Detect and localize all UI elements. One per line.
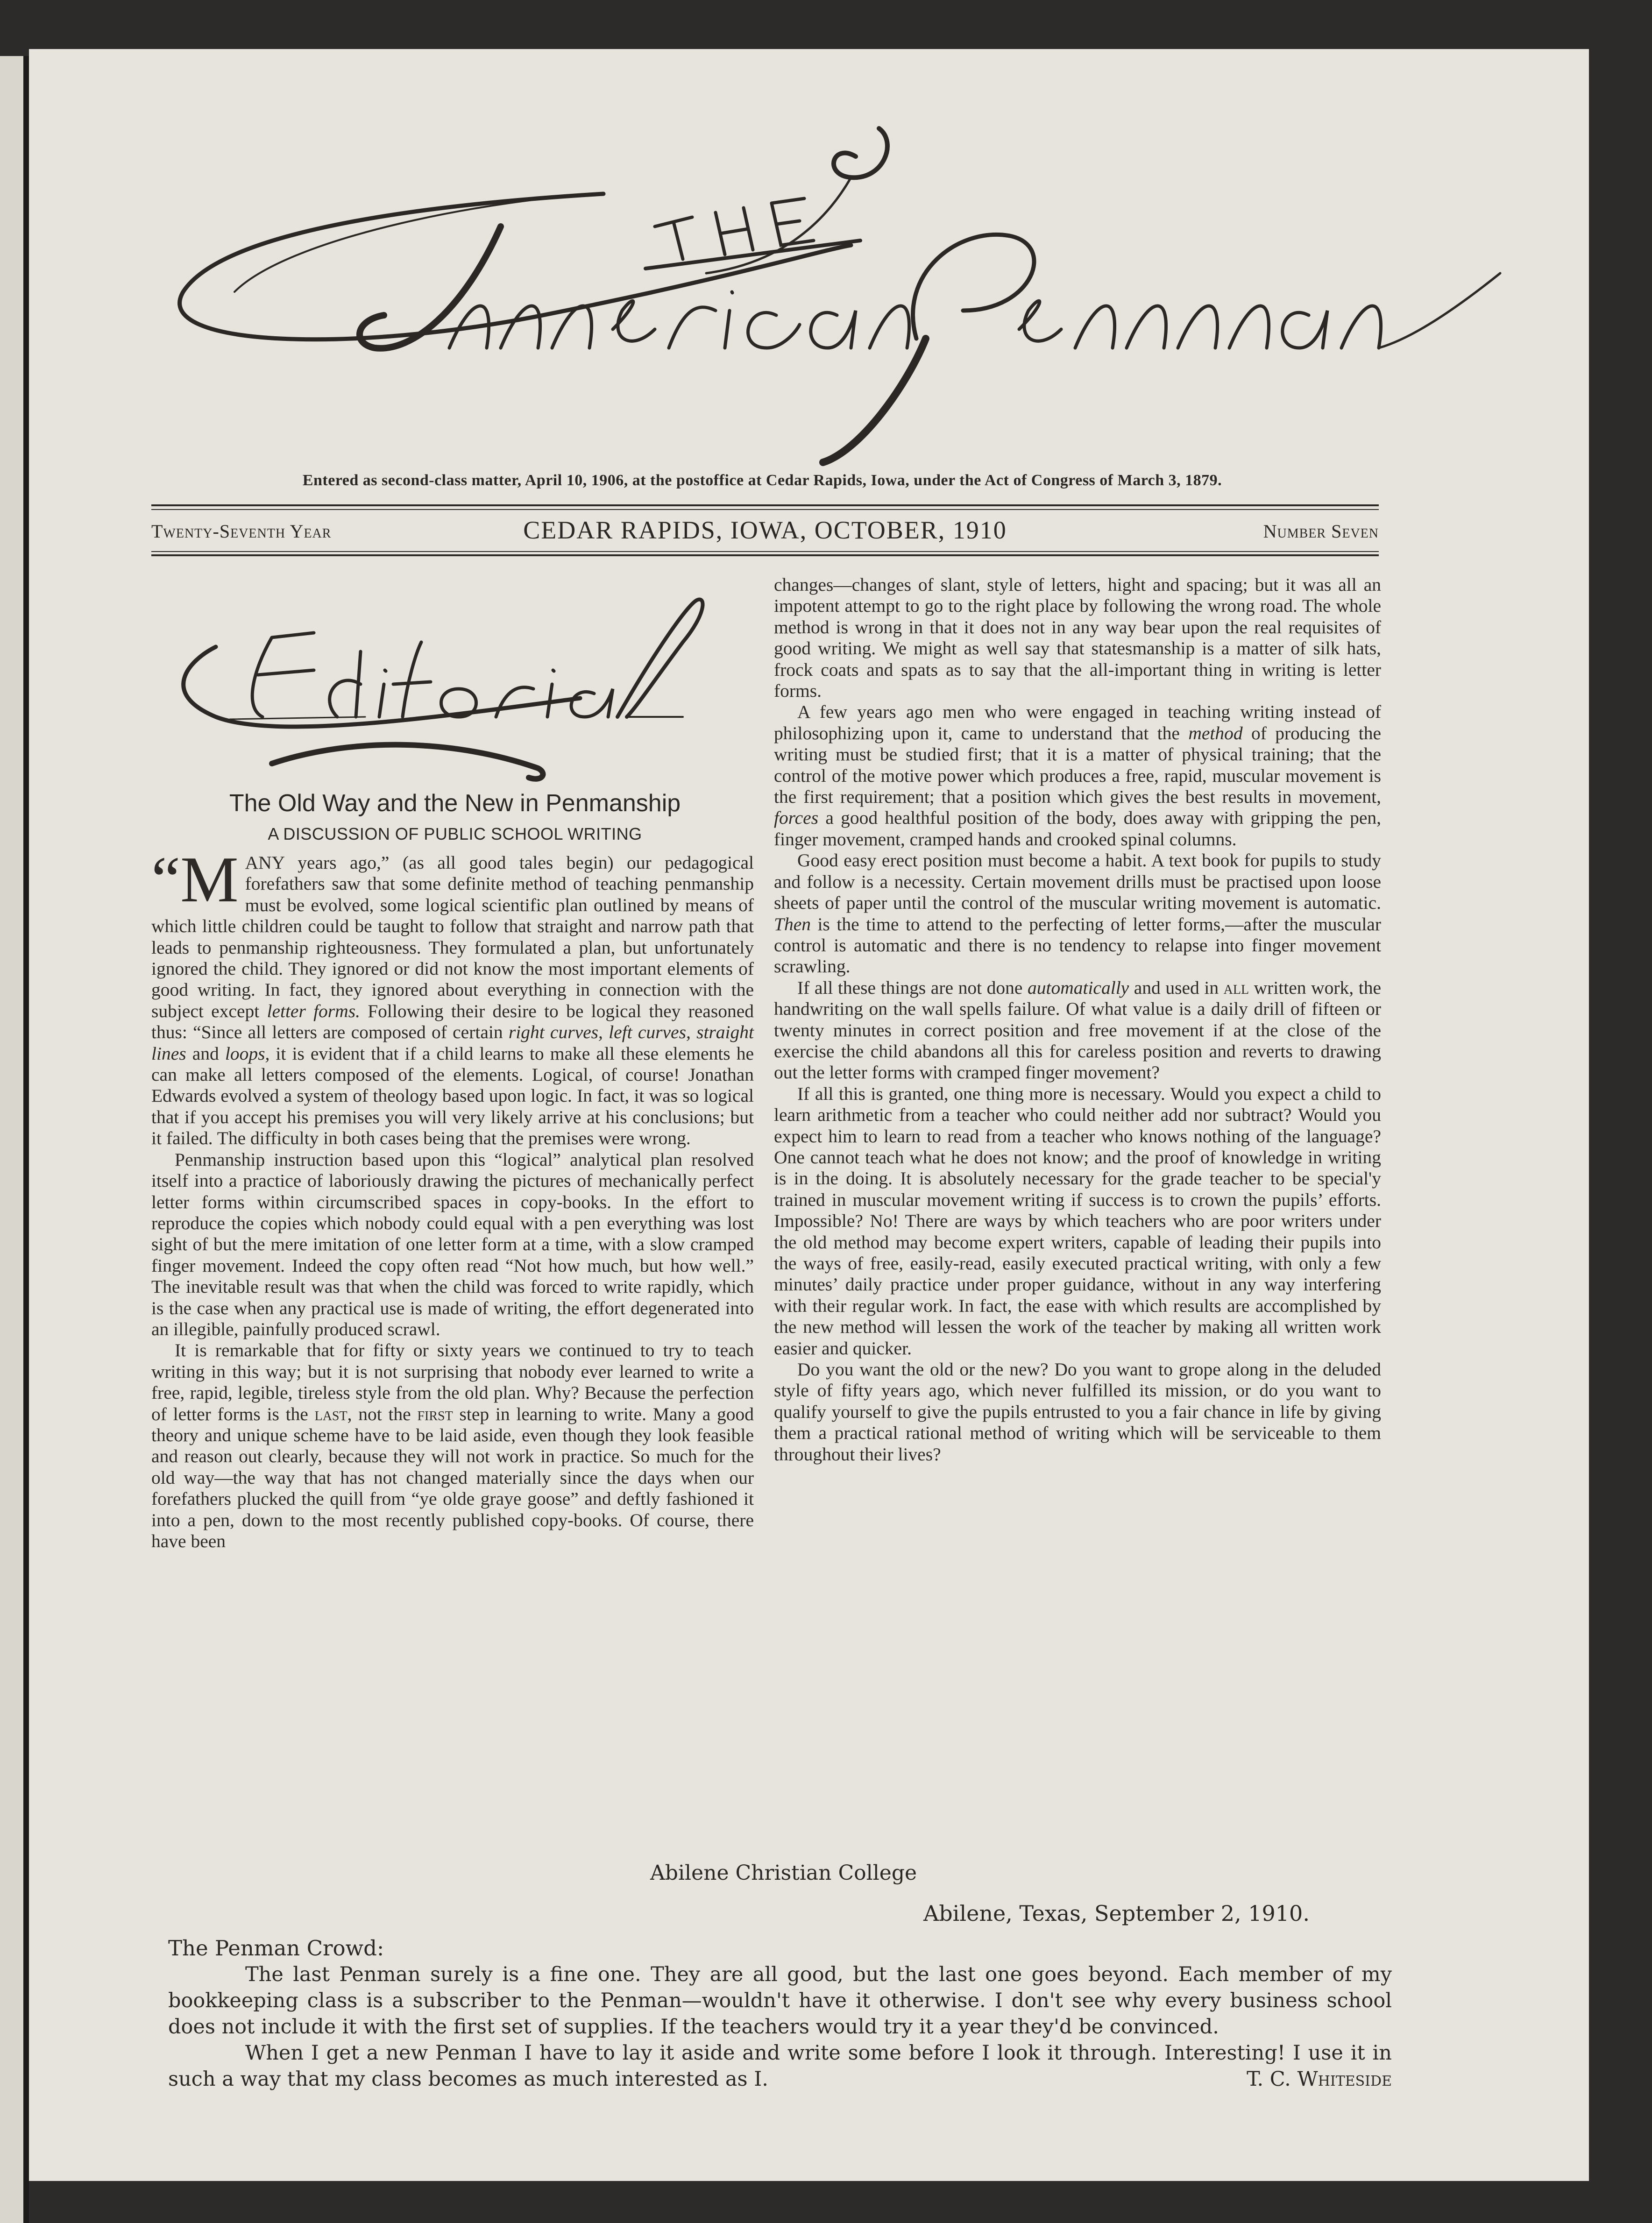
text-segment: step in learning to write. Many a good theory and unique scheme have to be laid aside, even though they look feasible and reason out clearly, because they will not work in practice. So much for the old way—the way that has not changed materially since the days when our forefathers plucked the quill from “ye olde graye goose” and deftly fashioned it into a pen, down to the most recently published copy-books. Of course, there have been (151, 1403, 754, 1551)
text-segment: all (1223, 977, 1249, 998)
issue-infobar (151, 514, 1379, 546)
top-double-rule-thin (151, 509, 1379, 510)
letter-salutation: The Penman Crowd: (168, 1936, 384, 1961)
book-spine (0, 56, 23, 2223)
text-segment: Penmanship instruction based upon this “logical” analytical plan resolved itself into a practice of laboriously drawing the pictures of mechanically perfect letter forms within circumscribed spaces in copy-books. In the effort to reproduce the copies which nobody could equal with a pen everything was lost sight of but the mere imitation of one letter form at a time, with a slow cramped finger movement. Indeed the copy often read “Not how much, but how well.” The inevitable result was that when the child was forced to write rapidly, which is the case when any practical use is made of writing, the effort degenerated into an illegible, painfully produced scrawl. (151, 1149, 754, 1339)
masthead-logo (29, 49, 1589, 469)
article-paragraph (151, 1340, 754, 1552)
text-segment: changes—changes of slant, style of letters, hight and spacing; but it was all an impotent attempt to go to the right place by following the wrong road. The whole method is wrong in that it does not in any way bear upon the real requisites of good writing. We might as well say that statesmanship is a matter of silk hats, frock coats and spats as to say that the all-important thing in writing is letter forms. (774, 574, 1381, 701)
article-title: The Old Way and the New in Penmanship (229, 790, 681, 817)
gutter-shadow (23, 56, 29, 2223)
postal-entry-notice: Entered as second-class matter, April 10, 1906, at the postoffice at Cedar Rapids, Iowa, under the Act of Congress of March 3, 1879. (302, 472, 1222, 489)
masthead (29, 49, 1589, 488)
text-segment: Following their desire to be logical they reasoned thus: “Since all letters are composed of certain (151, 1000, 754, 1043)
text-segment: right curves, left curves, straight lines (151, 1022, 754, 1064)
text-segment: If all these things are not done (797, 977, 1028, 998)
article-paragraph (774, 574, 1381, 701)
text-segment: first (417, 1403, 453, 1424)
editorial-heading-ornament (160, 577, 767, 792)
article-paragraph (151, 1149, 754, 1340)
text-segment: Then (774, 913, 811, 935)
text-segment: and used in (1129, 977, 1224, 998)
text-segment: method (1188, 722, 1243, 743)
text-segment: and (186, 1043, 225, 1064)
volume-year: Twenty-Seventh Year (151, 521, 332, 542)
article-paragraph (774, 850, 1381, 977)
text-segment: loops, (225, 1043, 270, 1064)
bottom-double-rule-thin (151, 551, 1379, 552)
text-segment: It is remarkable that for fifty or sixty years we continued to try to teach writing in this way; but it is not surprising that nobody ever learned to write a free, rapid, legible, tireless style from the old plan. Why? Because the perfection of letter forms is the (151, 1340, 754, 1424)
top-double-rule (151, 504, 1379, 506)
text-segment: it is evident that if a child learns to make all these elements he can make all letters composed of the elements. Logical, of course! Jonathan Edwards evolved a system of theology based upon logic. In fact, it was so logical that if you accept his premises you will very likely arrive at his conclusions; but it failed. The difficulty in both cases being that the premises were wrong. (151, 1043, 754, 1149)
magazine-page (29, 49, 1589, 2181)
article-paragraph (774, 977, 1381, 1083)
article-paragraph (774, 1359, 1381, 1465)
text-segment: ANY years ago,” (as all good tales begin) our pedagogical forefathers saw that some definite method of teaching penmanship must be evolved, some logical scientific plan outlined by means of which little children could be taught to follow that straight and narrow path that leads to penmanship righteousness. They formulated a plan, but unfortunately ignored the child. They ignored or did not know the most important elements of good writing. In fact, they ignored about everything in connection with the subject except (151, 852, 754, 1021)
text-segment: Good easy erect position must become a habit. A text book for pupils to study and follow is a necessity. Certain movement drills must be practised upon loose sheets of paper until the control of the muscular writing movement is automatic. (774, 850, 1381, 913)
dateline: CEDAR RAPIDS, IOWA, OCTOBER, 1910 (523, 516, 1007, 544)
article-subtitle: A DISCUSSION OF PUBLIC SCHOOL WRITING (268, 824, 642, 843)
article-column-left (151, 843, 754, 1552)
letter-institution: Abilene Christian College (650, 1861, 917, 1885)
issue-number: Number Seven (1263, 521, 1379, 542)
text-segment: Do you want the old or the new? Do you want to grope along in the deluded style of fifty years ago, which never fulfilled its mission, or do you want to qualify yourself to give the pupils entrusted to you a fair chance in life by giving them a practical rational method of writing which will be serviceable to them throughout their lives? (774, 1359, 1381, 1465)
text-segment: letter forms. (267, 1000, 360, 1021)
letter-place-date: Abilene, Texas, September 2, 1910. (923, 1901, 1310, 1926)
text-segment: If all this is granted, one thing more is necessary. Would you expect a child to learn arithmetic from a teacher who could neither add nor subtract? Would you expect him to learn to read from a teacher who knows nothing of the language? One cannot teach what he does not know; and the proof of knowledge in writing is in the doing. It is absolutely necessary for the grade teacher to be special'y trained in muscular movement writing if success is to crown the pupils’ efforts. Impossible? No! There are ways by which teachers who are poor writers under the old method may become expert writers, capable of leading their pupils into the ways of free, easily-read, easily executed practical writing, with only a few minutes’ daily practice under proper guidance, without in any way interfering with their regular work. In fact, the ease with which results are accomplished by the new method will lessen the work of the teacher by making all written work easier and quicker. (774, 1083, 1381, 1359)
text-segment: written work, the handwriting on the wall spells failure. Of what value is a daily drill of fifteen or twenty minutes in correct position and free movement if at the close of the exercise the child abandons all this for careless position and reverts to drawing out the letter forms with cramped finger movement? (774, 977, 1381, 1083)
letter-paragraph-text: When I get a new Penman I have to lay it aside and write some before I look it through. Interesting! I use it in such a way that my class becomes as much interested as I. (168, 2041, 1392, 2091)
letter-paragraph: The last Penman surely is a fine one. They are all good, but the last one goes beyond. Each member of my bookkeeping class is a subscriber to the Penman—wouldn't have it otherwise. I don't see why every business school does not include it with the first set of supplies. If the teachers would try it a year they'd be convinced. (168, 1963, 1392, 2039)
article-column-right (774, 574, 1381, 1465)
text-segment: A few years ago men who were engaged in teaching writing instead of philosophizing upon it, came to understand that the (774, 701, 1381, 743)
letter-paragraph (168, 2040, 1392, 2092)
bottom-double-rule (151, 554, 1379, 556)
text-segment: a good healthful position of the body, does away with gripping the pen, finger movement, cramped hands and crooked spinal columns. (774, 807, 1381, 850)
text-segment: forces (774, 807, 819, 828)
text-segment: automatically (1027, 977, 1129, 998)
article-paragraph (774, 1083, 1381, 1359)
article-paragraph (151, 843, 754, 1149)
letter-signature: T. C. Whiteside (1247, 2067, 1392, 2091)
article-paragraph (774, 701, 1381, 850)
text-segment: last, (314, 1403, 352, 1424)
text-segment: of producing the writing must be studied first; that it is a matter of physical training; that the control of the motive power which produces a free, rapid, muscular movement is the first requirement; that a position which gives the best results in movement, (774, 722, 1381, 807)
text-segment: not the (352, 1403, 418, 1424)
drop-cap: “M (151, 843, 239, 916)
letter-body (168, 1961, 1392, 2092)
text-segment: is the time to attend to the perfecting of letter forms,—after the muscular control is automatic and there is no tendency to relapse into finger movement scrawling. (774, 913, 1381, 977)
